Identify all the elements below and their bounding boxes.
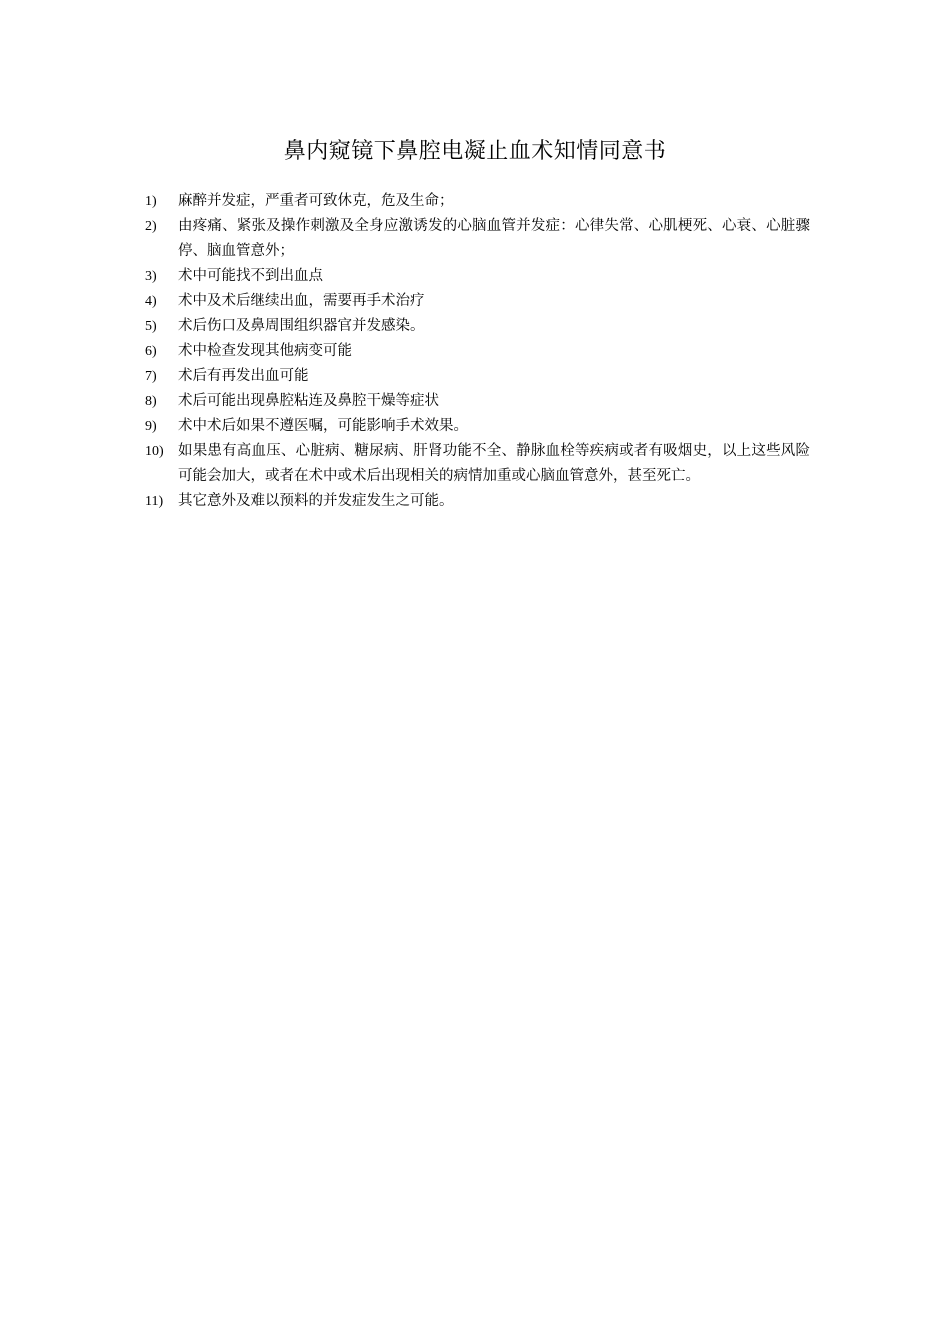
list-item-text: 术中可能找不到出血点: [178, 268, 323, 284]
list-item-text: 术中及术后继续出血，需要再手术治疗: [178, 293, 425, 309]
list-item-text: 如果患有高血压、心脏病、糖尿病、肝肾功能不全、静脉血栓等疾病或者有吸烟史，以上这些风险可能会加大，或者在术中或术后出现相关的病情加重或心脑血管意外，甚至死亡。: [178, 443, 810, 484]
list-item-number: 1): [145, 194, 157, 209]
list-item-number: 11): [145, 494, 164, 509]
list-item-number: 2): [145, 219, 157, 234]
list-item-text: 术后伤口及鼻周围组织器官并发感染。: [178, 318, 425, 334]
document-title: 鼻内窥镜下鼻腔电凝止血术知情同意书: [283, 139, 667, 164]
list-item: [145, 339, 810, 364]
list-item-text: 术后有再发出血可能: [178, 368, 309, 384]
list-item-text: 由疼痛、紧张及操作刺激及全身应激诱发的心脑血管并发症：心律失常、心肌梗死、心衰、心脏骤停、脑血管意外；: [178, 218, 810, 259]
list-item: [145, 214, 810, 264]
list-item-text: 术中术后如果不遵医嘱，可能影响手术效果。: [178, 418, 468, 434]
risk-list: [145, 189, 810, 514]
list-item-number: 7): [145, 369, 157, 384]
list-item-text: 麻醉并发症，严重者可致休克，危及生命；: [178, 193, 454, 209]
list-item: [145, 264, 810, 289]
list-item-number: 8): [145, 394, 157, 409]
list-item: [145, 364, 810, 389]
list-item: [145, 439, 810, 489]
list-item: [145, 189, 810, 214]
list-item-text: 术中检查发现其他病变可能: [178, 343, 352, 359]
list-item: [145, 389, 810, 414]
list-item-number: 9): [145, 419, 157, 434]
list-item-number: 10): [145, 444, 164, 459]
list-item-number: 3): [145, 269, 157, 284]
list-item: [145, 314, 810, 339]
list-item: [145, 414, 810, 439]
list-item-text: 其它意外及难以预料的并发症发生之可能。: [178, 493, 454, 509]
list-item: [145, 289, 810, 314]
list-item-number: 4): [145, 294, 157, 309]
list-item: [145, 489, 810, 514]
list-item-number: 6): [145, 344, 157, 359]
list-item-text: 术后可能出现鼻腔粘连及鼻腔干燥等症状: [178, 393, 439, 409]
list-item-number: 5): [145, 319, 157, 334]
